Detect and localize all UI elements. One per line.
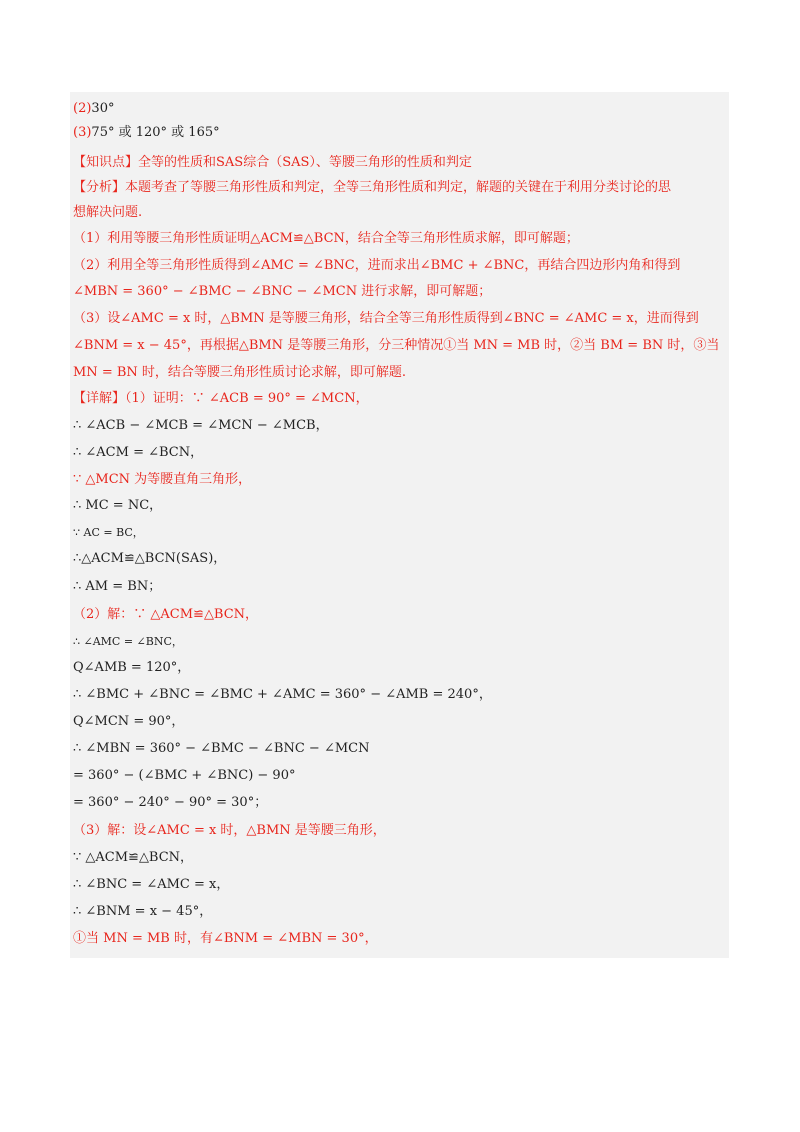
solution-line: ①当 MN = MB 时，有∠BNM = ∠MBN = 30°， bbox=[73, 931, 378, 946]
part-label: (2) bbox=[73, 101, 92, 116]
knowledge-point: 【知识点】全等的性质和SAS综合（SAS）、等腰三角形的性质和判定 bbox=[73, 155, 472, 170]
solution-line: ∴ ∠MBN = 360° − ∠BMC − ∠BNC − ∠MCN bbox=[73, 741, 370, 756]
solution-line: ∵ △MCN 为等腰直角三角形， bbox=[73, 472, 252, 487]
analysis-step-3c: MN = BN 时，结合等腰三角形性质讨论求解，即可解题. bbox=[73, 365, 407, 380]
solution-line: ∴△ACM≌△BCN(SAS)， bbox=[73, 551, 227, 566]
solution-line: ∵ AC = BC， bbox=[73, 526, 144, 539]
analysis-line-1: 【分析】本题考查了等腰三角形性质和判定，全等三角形性质和判定，解题的关键在于利用分类讨论的思 bbox=[73, 180, 672, 195]
analysis-step-2b: ∠MBN = 360° − ∠BMC − ∠BNC − ∠MCN 进行求解，即可解题； bbox=[73, 284, 492, 299]
solution-line: ∴ AM = BN； bbox=[73, 579, 162, 594]
analysis-step-1: （1）利用等腰三角形性质证明△ACM≌△BCN，结合全等三角形性质求解，即可解题； bbox=[73, 231, 579, 246]
solution-line: ∴ ∠BNM = x − 45°， bbox=[73, 904, 213, 919]
solution-line: Q∠MCN = 90°， bbox=[73, 714, 185, 729]
solution-line: （3）解：设∠AMC = x 时，△BMN 是等腰三角形， bbox=[73, 823, 386, 838]
solution-line: 【详解】（1）证明：∵ ∠ACB = 90° = ∠MCN， bbox=[73, 391, 369, 406]
solution-line: ∴ ∠ACM = ∠BCN， bbox=[73, 445, 204, 460]
solution-line: = 360° − (∠BMC + ∠BNC) − 90° bbox=[73, 768, 296, 783]
solution-line: ∴ ∠AMC = ∠BNC， bbox=[73, 635, 183, 648]
solution-line: ∴ ∠ACB − ∠MCB = ∠MCN − ∠MCB， bbox=[73, 418, 329, 433]
part-label: (3) bbox=[73, 125, 92, 140]
answer-value: 30° bbox=[91, 101, 115, 116]
analysis-step-3a: （3）设∠AMC = x 时，△BMN 是等腰三角形，结合全等三角形性质得到∠BNC = ∠AMC = x，进而得到 bbox=[73, 311, 699, 326]
analysis-line-2: 想解决问题. bbox=[73, 205, 143, 220]
analysis-step-3b: ∠BNM = x − 45°，再根据△BMN 是等腰三角形，分三种情况①当 MN = MB 时，②当 BM = BN 时，③当 bbox=[73, 338, 720, 353]
answer-part-2 bbox=[73, 100, 114, 118]
answer-page bbox=[70, 92, 729, 958]
solution-line: ∴ MC = NC， bbox=[73, 498, 163, 513]
solution-line: （2）解：∵ △ACM≌△BCN， bbox=[73, 607, 259, 622]
solution-line: Q∠AMB = 120°， bbox=[73, 660, 191, 675]
solution-line: ∴ ∠BNC = ∠AMC = x， bbox=[73, 877, 230, 892]
analysis-step-2a: （2）利用全等三角形性质得到∠AMC = ∠BNC，进而求出∠BMC + ∠BNC，再结合四边形内角和得到 bbox=[73, 258, 681, 273]
solution-line: = 360° − 240° − 90° = 30°； bbox=[73, 795, 268, 810]
solution-line: ∴ ∠BMC + ∠BNC = ∠BMC + ∠AMC = 360° − ∠AMB = 240°， bbox=[73, 687, 492, 702]
answer-value: 75° 或 120° 或 165° bbox=[91, 125, 220, 140]
answer-part-3 bbox=[73, 124, 220, 142]
solution-line: ∵ △ACM≌△BCN， bbox=[73, 850, 194, 865]
